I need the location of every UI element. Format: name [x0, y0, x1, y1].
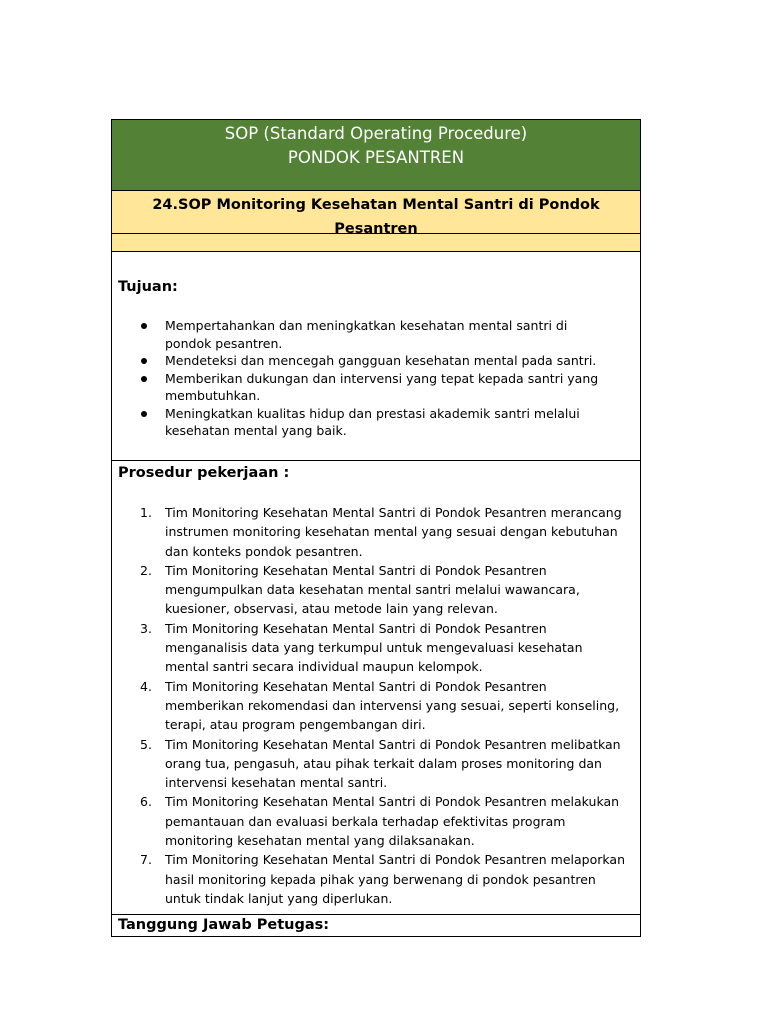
tujuan-item — [118, 370, 634, 405]
prosedur-heading: Prosedur pekerjaan : — [118, 465, 290, 481]
sop-header-institution: PONDOK PESANTREN — [287, 148, 465, 167]
step-text: Tim Monitoring Kesehatan Mental Santri di Pondok Pesantren melibatkan orang tua, pengasuh, atau pihak terkait dalam proses monitoring dan intervensi kesehatan mental santri. — [165, 736, 621, 791]
step-number: 1. — [140, 505, 152, 520]
step-number: 4. — [140, 678, 152, 694]
step-number: 7. — [140, 852, 152, 868]
prosedur-section — [112, 461, 640, 915]
prosedur-step — [118, 677, 634, 735]
prosedur-step — [118, 619, 634, 677]
step-number: 5. — [140, 736, 152, 752]
bullet-icon — [141, 358, 147, 364]
tujuan-item-text: Mempertahankan dan meningkatkan kesehatan mental santri di pondok pesantren. — [165, 318, 568, 351]
tujuan-heading: Tujuan: — [118, 279, 178, 295]
prosedur-step — [118, 561, 634, 619]
sop-subtitle — [112, 191, 640, 237]
step-number: 3. — [140, 620, 152, 636]
step-text: Tim Monitoring Kesehatan Mental Santri di Pondok Pesantren melakukan pemantauan dan evaluasi berkala terhadap efektivitas program monitoring kesehatan mental yang dilaksanakan. — [165, 794, 620, 849]
step-text: Tim Monitoring Kesehatan Mental Santri di Pondok Pesantren merancang instrumen monitoring kesehatan mental yang sesuai dengan kebutuhan dan konteks pondok pesantren. — [165, 505, 622, 559]
sop-subtitle-text: 24.SOP Monitoring Kesehatan Mental Santri di Pondok Pesantren — [152, 197, 600, 237]
step-text: Tim Monitoring Kesehatan Mental Santri di Pondok Pesantren melaporkan hasil monitoring kepada pihak yang berwenang di pondok pesantren untuk tindak lanjut yang diperlukan. — [165, 852, 625, 906]
step-text: Tim Monitoring Kesehatan Mental Santri di Pondok Pesantren menganalisis data yang terkumpul untuk mengevaluasi kesehatan mental santri secara individual maupun kelompok. — [165, 620, 583, 675]
prosedur-step — [118, 792, 634, 850]
tujuan-item — [118, 317, 634, 352]
prosedur-step — [118, 735, 634, 793]
tujuan-list — [118, 317, 634, 440]
tujuan-section — [112, 252, 640, 461]
tujuan-item — [118, 352, 634, 370]
bullet-icon — [141, 411, 147, 417]
sop-header-title: SOP (Standard Operating Procedure) — [224, 124, 528, 143]
tanggung-jawab-section — [112, 915, 640, 936]
step-number: 6. — [140, 794, 152, 810]
prosedur-list — [118, 503, 634, 908]
prosedur-step — [118, 503, 634, 561]
tanggung-jawab-heading: Tanggung Jawab Petugas: — [118, 917, 330, 933]
tujuan-item — [118, 405, 634, 440]
bullet-icon — [141, 323, 147, 329]
bullet-icon — [141, 376, 147, 382]
step-number: 2. — [140, 562, 152, 578]
step-text: Tim Monitoring Kesehatan Mental Santri di Pondok Pesantren memberikan rekomendasi dan intervensi yang sesuai, seperti konseling, terapi, atau program pengembangan diri. — [165, 678, 620, 733]
prosedur-step — [118, 850, 634, 908]
tujuan-item-text: Mendeteksi dan mencegah gangguan kesehatan mental pada santri. — [165, 353, 597, 368]
step-text: Tim Monitoring Kesehatan Mental Santri di Pondok Pesantren mengumpulkan data kesehatan mental santri melalui wawancara, kuesioner, observasi, atau metode lain yang relevan. — [165, 562, 580, 617]
tujuan-item-text: Memberikan dukungan dan intervensi yang tepat kepada santri yang membutuhkan. — [165, 370, 599, 403]
tujuan-item-text: Meningkatkan kualitas hidup dan prestasi akademik santri melalui kesehatan mental yang baik. — [165, 405, 580, 438]
sop-header — [112, 120, 640, 191]
sop-table — [111, 119, 641, 937]
